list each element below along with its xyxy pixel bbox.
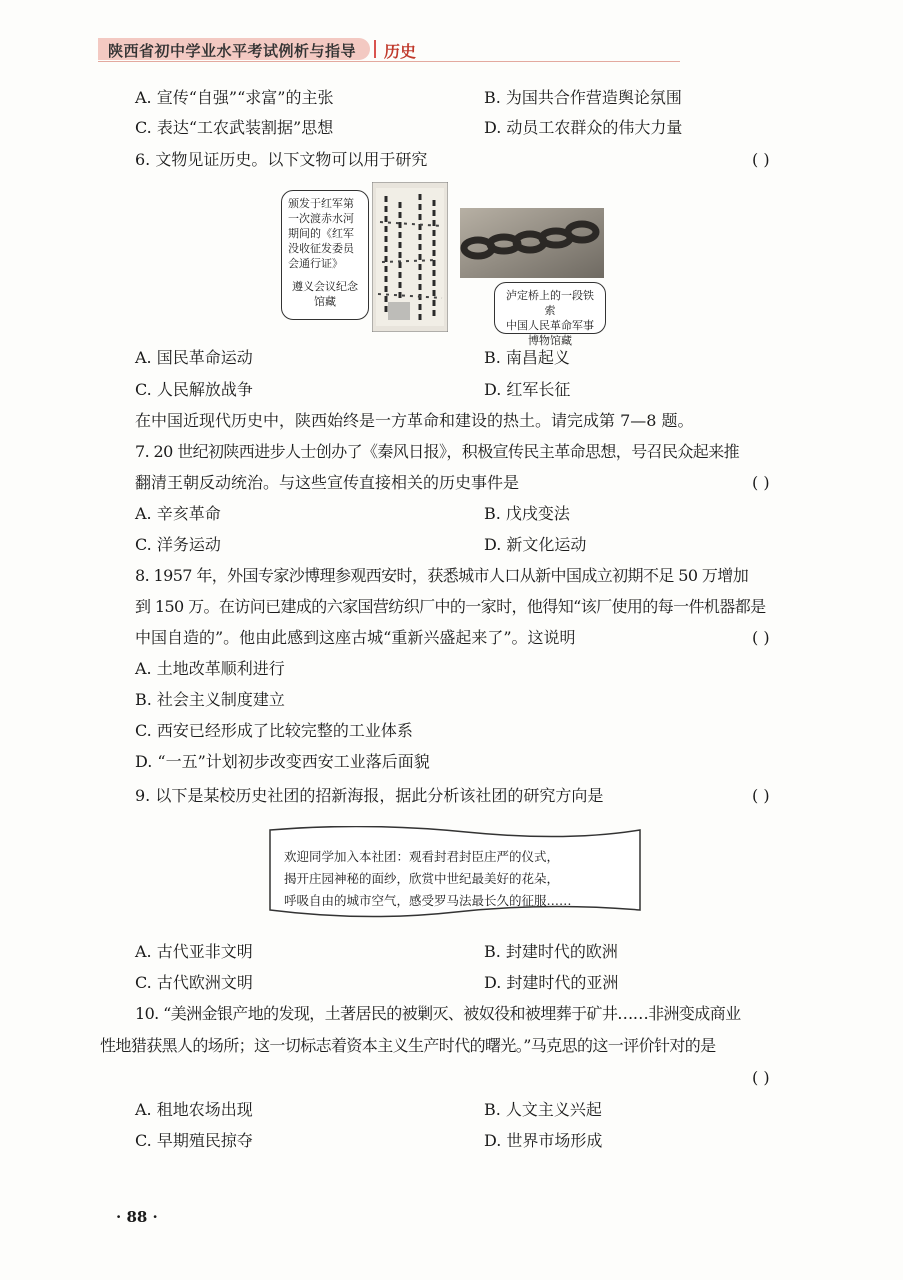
- page-number: · 88 ·: [116, 1208, 158, 1226]
- q9-answer-blank: ( ): [752, 786, 770, 805]
- q6-pass-document-photo: [372, 182, 448, 332]
- q7-stem-line1: 7. 20 世纪初陕西进步人士创办了《秦风日报》，积极宣传民主革命思想，号召民众起来推: [135, 442, 739, 461]
- q6-answer-blank: ( ): [752, 150, 770, 169]
- q10-option-c: C. 早期殖民掠夺: [135, 1131, 253, 1150]
- q9-stem: 9. 以下是某校历史社团的招新海报，据此分析该社团的研究方向是: [135, 786, 604, 805]
- q6-stem: 6. 文物见证历史。以下文物可以用于研究: [135, 150, 428, 169]
- q8-option-b: B. 社会主义制度建立: [135, 690, 285, 709]
- q6-caption-left-text: 颁发于红军第一次渡赤水河期间的《红军没收征发委员会通行证》: [288, 197, 354, 270]
- q8-option-c: C. 西安已经形成了比较完整的工业体系: [135, 721, 413, 740]
- q5-option-a: A. 宣传“自强”“求富”的主张: [135, 88, 334, 107]
- q9-poster-line1: 欢迎同学加入本社团：观看封君封臣庄严的仪式，: [284, 849, 560, 864]
- q6-artifact-caption-left: [281, 190, 369, 320]
- q6-caption-right-text: 泸定桥上的一段铁索: [506, 289, 594, 317]
- q8-stem-line3: 中国自造的”。他由此感到这座古城“重新兴盛起来了”。这说明: [135, 628, 576, 647]
- q6-option-b: B. 南昌起义: [484, 348, 570, 367]
- q8-answer-blank: ( ): [752, 628, 770, 647]
- q10-answer-blank: ( ): [752, 1068, 770, 1087]
- q8-stem-line1: 8. 1957 年，外国专家沙博理参观西安时，获悉城市人口从新中国成立初期不足 50 万增加: [135, 566, 749, 585]
- subject-label: 历史: [384, 42, 417, 61]
- q8-option-d: D. “一五”计划初步改变西安工业落后面貌: [135, 752, 430, 771]
- q9-option-d: D. 封建时代的亚洲: [484, 973, 619, 992]
- q6-option-a: A. 国民革命运动: [135, 348, 253, 367]
- q10-stem-line1: 10. “美洲金银产地的发现，土著居民的被剿灭、被奴役和被埋葬于矿井……非洲变成商业: [135, 1004, 741, 1023]
- q7-answer-blank: ( ): [752, 473, 770, 492]
- q6-option-c: C. 人民解放战争: [135, 380, 253, 399]
- q6-option-d: D. 红军长征: [484, 380, 571, 399]
- q10-option-d: D. 世界市场形成: [484, 1131, 603, 1150]
- q7-stem-line2: 翻清王朝反动统治。与这些宣传直接相关的历史事件是: [135, 473, 520, 492]
- header-rule: [98, 61, 680, 62]
- q10-stem-line2: 性地猎获黑人的场所；这一切标志着资本主义生产时代的曙光。”马克思的这一评价针对的是: [100, 1036, 716, 1055]
- q7-option-c: C. 洋务运动: [135, 535, 221, 554]
- q9-poster-line2: 揭开庄园神秘的面纱，欣赏中世纪最美好的花朵，: [284, 871, 560, 886]
- q10-option-a: A. 租地农场出现: [135, 1100, 253, 1119]
- q7-option-a: A. 辛亥革命: [135, 504, 221, 523]
- q9-option-b: B. 封建时代的欧洲: [484, 942, 618, 961]
- q7-option-d: D. 新文化运动: [484, 535, 587, 554]
- q5-option-c: C. 表达“工农武装割据”思想: [135, 118, 334, 137]
- page-header: [98, 34, 680, 62]
- q9-poster-text: [284, 846, 572, 912]
- intro-7-8: 在中国近现代历史中，陕西始终是一方革命和建设的热土。请完成第 7—8 题。: [135, 411, 694, 430]
- q9-option-c: C. 古代欧洲文明: [135, 973, 253, 992]
- q7-option-b: B. 戊戌变法: [484, 504, 570, 523]
- q8-option-a: A. 土地改革顺利进行: [135, 659, 285, 678]
- q10-option-b: B. 人文主义兴起: [484, 1100, 602, 1119]
- q5-option-d: D. 动员工农群众的伟大力量: [484, 118, 683, 137]
- q6-museum-left: 遵义会议纪念馆藏: [292, 280, 358, 308]
- header-divider: [374, 40, 376, 58]
- q6-iron-chain-photo: [460, 208, 604, 278]
- q9-option-a: A. 古代亚非文明: [135, 942, 253, 961]
- q8-stem-line2: 到 150 万。在访问已建成的六家国营纺织厂中的一家时，他得知“该厂使用的每一件机器都是: [135, 597, 766, 616]
- q9-poster-line3: 呼吸自由的城市空气，感受罗马法最长久的征服……: [284, 893, 572, 908]
- q6-museum-right: 中国人民革命军事博物馆藏: [506, 319, 594, 347]
- book-title: 陕西省初中学业水平考试例析与指导: [108, 42, 357, 60]
- q5-option-b: B. 为国共合作营造舆论氛围: [484, 88, 682, 107]
- q6-artifact-caption-right: [494, 282, 606, 347]
